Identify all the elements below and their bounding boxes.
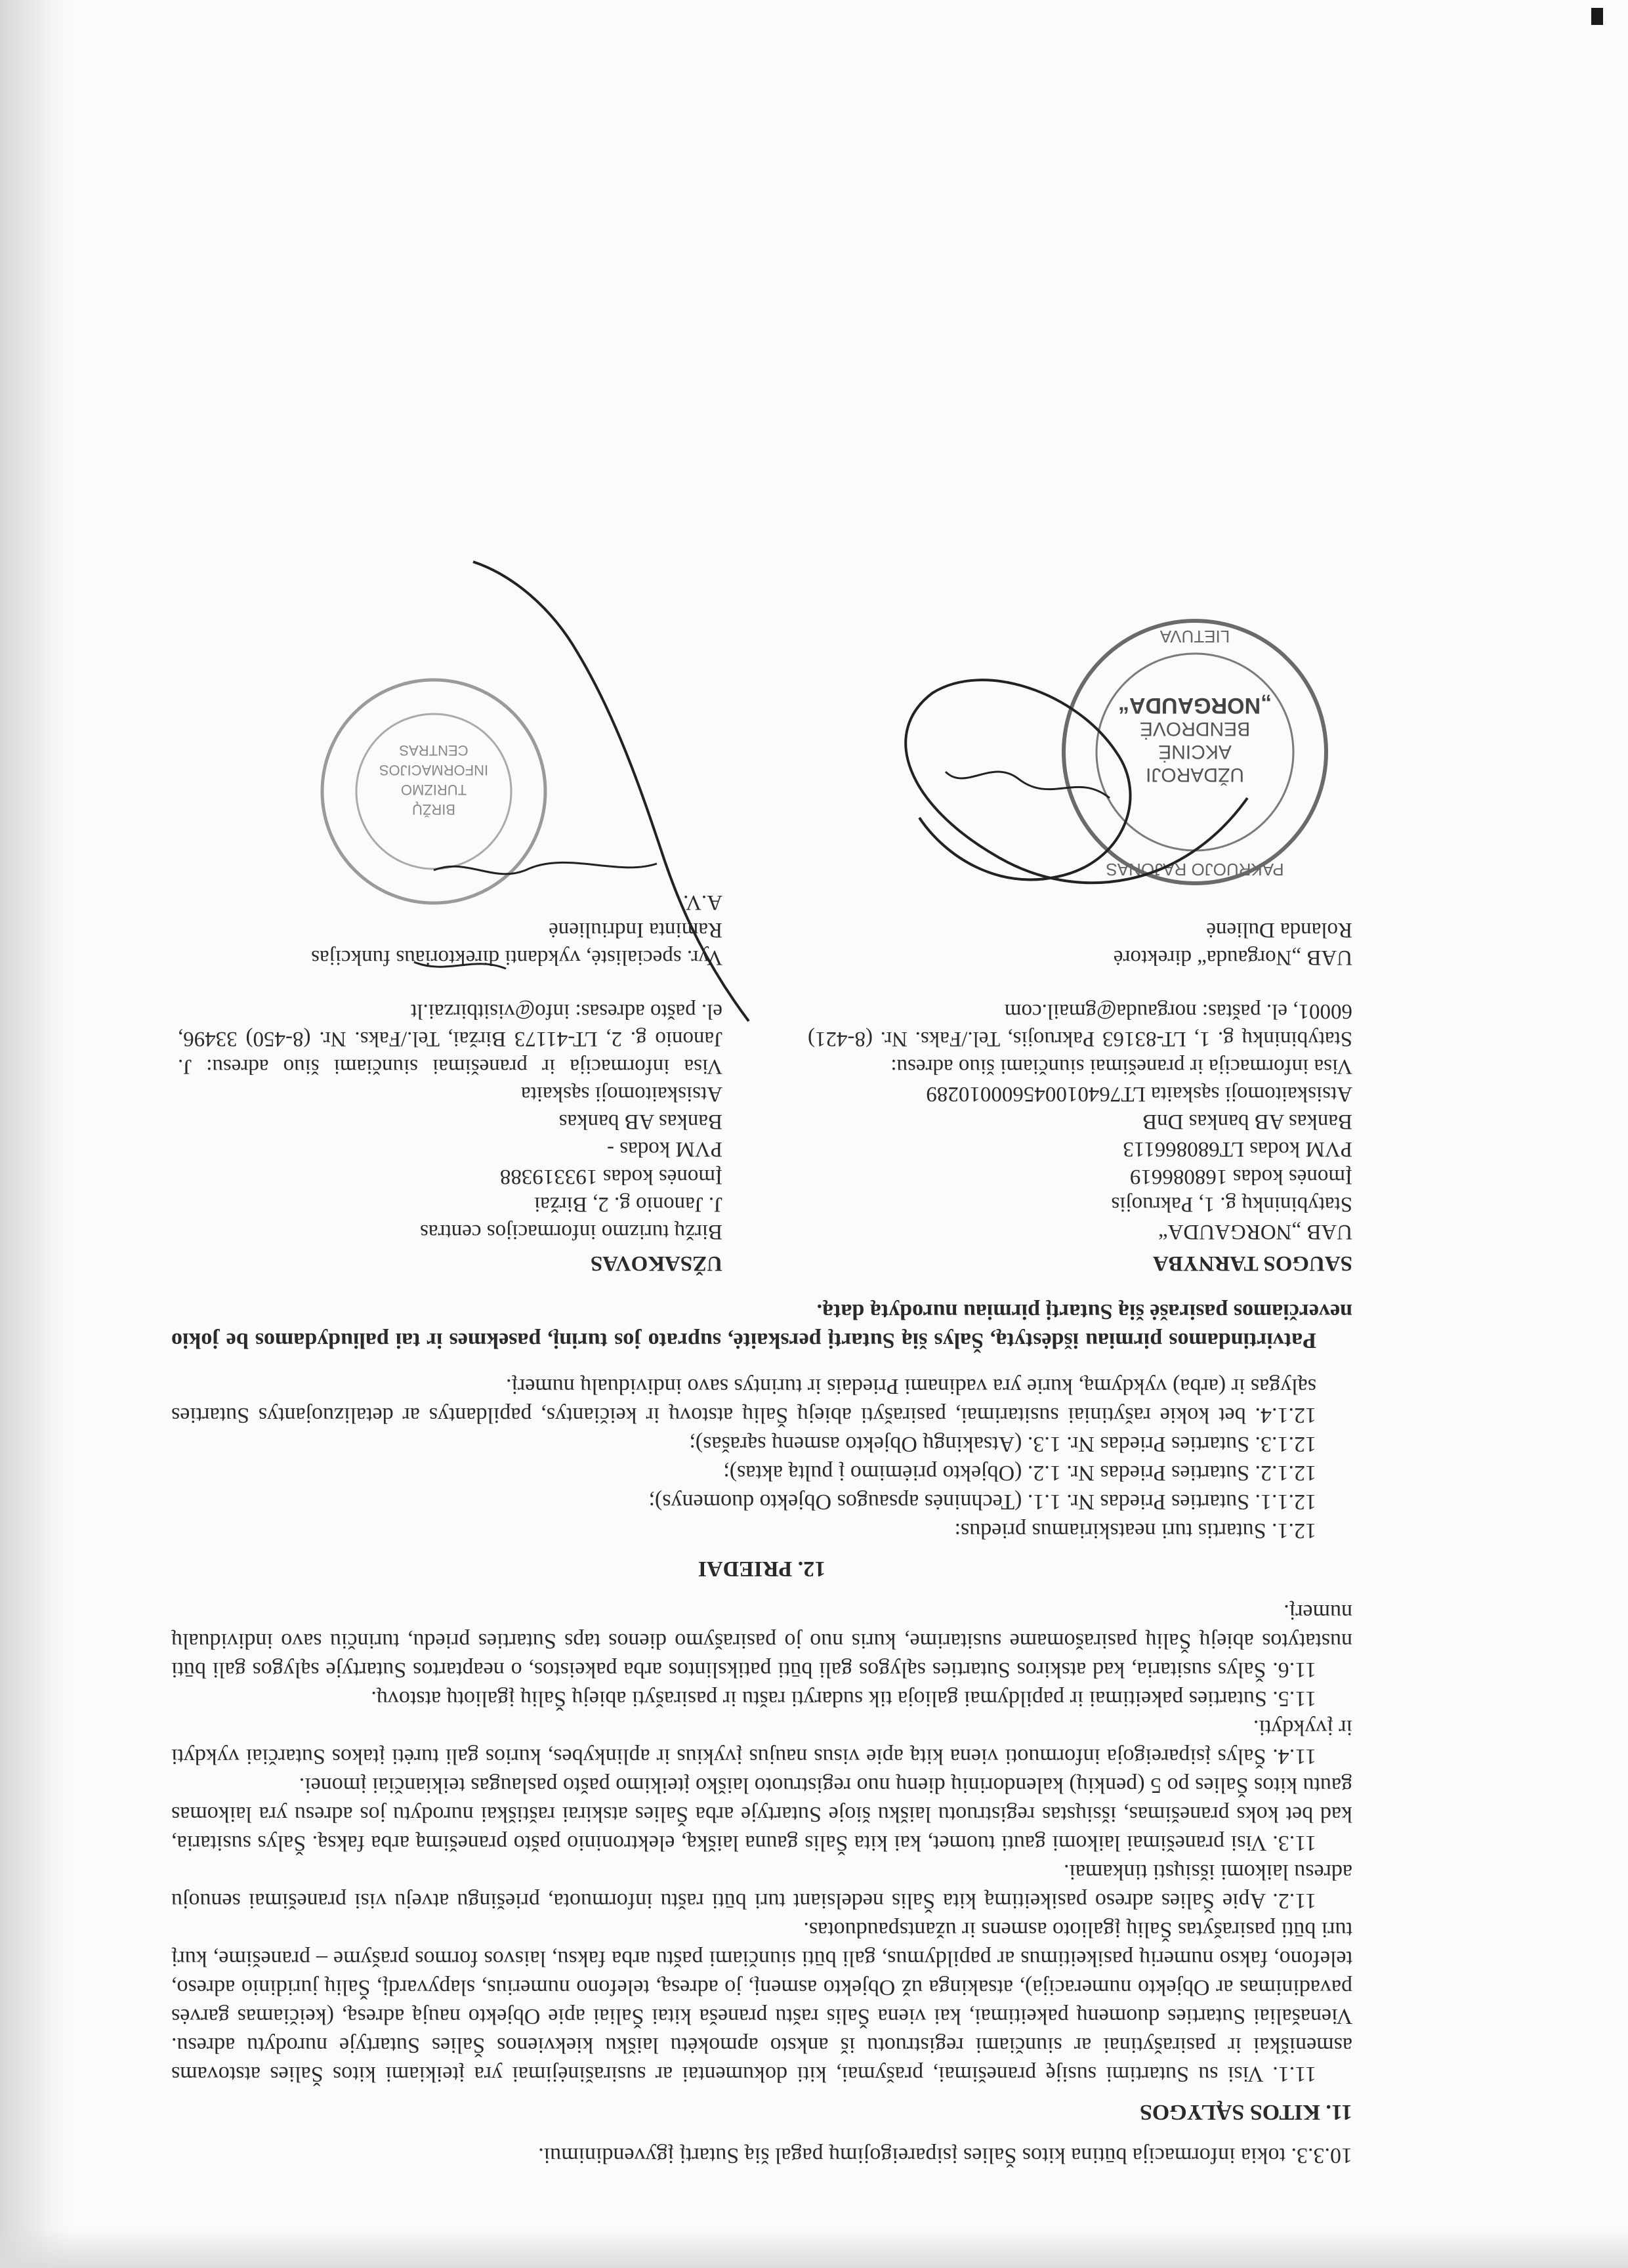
clause-12-1-4: 12.1.4. bet kokie rašytiniai susitarimai, pasirašyti abiejų Šalių atstovų ir keičiantys, papildantys ar detalizuojantys Sutarties sąlygas ir (arba) vykdymą, kurie yra vadinami Priedais ir turintys savo individualų numerį.: [171, 1374, 1316, 1427]
section-11-heading: 11. KITOS SĄLYGOS: [1139, 2100, 1352, 2124]
svg-text:UŽDAROJI: UŽDAROJI: [1146, 764, 1244, 786]
svg-text:BIRŽŲ: BIRŽŲ: [412, 801, 455, 818]
clause-12-1: 12.1. Sutartis turi neatskiriamus priedus:: [954, 1519, 1316, 1543]
left-party-line: UAB „NORGAUDA“: [1158, 1220, 1352, 1244]
left-party-line: Bankas AB bankas DnB: [1142, 1110, 1352, 1133]
svg-text:PAKRUOJO RAJONAS: PAKRUOJO RAJONAS: [1106, 860, 1284, 879]
left-party-line: PVM kodas LT680866113: [1123, 1137, 1352, 1161]
right-party-line: PVM kodas -: [606, 1137, 722, 1161]
left-party-line: Atsiskaitomoji sąskaita LT764010045600010289: [926, 1082, 1352, 1106]
left-party: [808, 916, 1352, 1277]
svg-text:AKCINĖ: AKCINĖ: [1158, 741, 1232, 763]
clause-10-3-3: 10.3.3. tokia informacija būtina kitos Šalies įsipareigojimų pagal šią Sutartį įgyvendinimui.: [538, 2143, 1352, 2168]
right-signatory-name: Ramintа Indriulienė: [549, 918, 722, 942]
svg-text:TURIZMO: TURIZMO: [400, 782, 467, 798]
clause-11-6: 11.6. Šalys susitaria, kad atskiros Sutarties sąlygos gali būti patikslintos arba pakeistos, o neaptartos Sutartyje sąlygos gali būti nustatytos abiejų Šalių pasirašomame susitarime, kuris nuo jo pasirašymo dienos taps Sutarties priedu, turinčiu savo individualų numerį.: [171, 1600, 1352, 1682]
right-party-line: Visa informacija ir pranešimai siunčiami šiuo adresu: J. Janonio g. 2, LT-41173 Biržai, Tel./Faks. Nr. (8-450) 33496, el. pašto adresas: info@visitbirzai.lt: [178, 999, 722, 1078]
section-12-heading: 12. PRIEDAI: [698, 1557, 826, 1581]
svg-text:„NORGAUDA“: „NORGAUDA“: [1117, 693, 1272, 718]
clause-12-1-3: 12.1.3. Sutarties Priedas Nr. 1.3. (Atsakingų Objekto asmenų sąrašas);: [689, 1432, 1316, 1456]
confirmation-statement: Patvirtindamos pirmiau išdėstytą, Šalys šią Sutartį perskaitė, suprato jos turinį, pasekmes ir tai paliudydamos be jokio neverčiamos pasirašė šią Sutartį pirmiau nurodytą datą.: [171, 1299, 1352, 1353]
right-signatory-position: Vyr. specialistė, vykdanti direktoriaus funkcijas: [311, 946, 722, 969]
left-party-line: Visa informacija ir pranešimai siunčiami šiuo adresu:: [890, 1055, 1352, 1078]
right-party-line: Biržų turizmo informacijos centras: [420, 1220, 722, 1244]
svg-text:CENTRAS: CENTRAS: [399, 742, 469, 759]
left-party-line: Statybininkų g. 1, Pakruojis: [1111, 1192, 1352, 1216]
right-party-line: Bankas AB bankas: [558, 1110, 722, 1133]
document-body: [171, 522, 1352, 2170]
left-signatory-name: Rolanda Dulienė: [1206, 918, 1352, 942]
director-signature-icon: [854, 627, 1274, 969]
left-party-line: Statybininkų g. 1, LT-83163 Pakruojis, Tel./Faks. Nr. (8-421) 60001, el. paštas: norgauda@gmail.com: [808, 999, 1352, 1051]
left-signatory-title: UAB „Norgauda“ direktorė: [1113, 946, 1352, 969]
right-party-line: J. Janonio g. 2, Biržai: [534, 1192, 722, 1216]
clause-12-1-2: 12.1.2. Sutarties Priedas Nr. 1.2. (Objekto priėmimo į pultą aktas);: [723, 1461, 1316, 1485]
right-party-line: Įmonės kodas 193319388: [499, 1165, 722, 1188]
right-stamp-mark: A.V.: [683, 891, 722, 914]
clause-12-1-1: 12.1.1. Sutarties Priedas Nr. 1.1. (Techninės apsaugos Objekto duomenys);: [648, 1490, 1316, 1514]
left-party-title: SAUGOS TARNYBA: [1152, 1251, 1352, 1275]
clause-11-3: 11.3. Visi pranešimai laikomi gauti tuomet, kai kita Šalis gauna laišką, elektroninio pašto pranešimą arba faksą. Šalys susitaria, kad bet koks pranešimas, išsiųstas registruotu laišku šioje Sutartyje arba Šalies atskirai raštiškai nurodytu jos adresu yra laikomas gautu kitos Šalies po 5 (penkių) kalendorinių dienų nuo registruoto laiško įteikimo pašto paslaugas teikiančiai įmonei.: [171, 1773, 1352, 1855]
specialist-signature-icon: [355, 549, 814, 1047]
signature-block: [171, 522, 1352, 1277]
right-party-title: UŽSAKOVAS: [590, 1251, 722, 1275]
svg-text:LIETUVA: LIETUVA: [1159, 627, 1230, 646]
svg-text:BENDROVĖ: BENDROVĖ: [1139, 718, 1251, 740]
clause-11-2: 11.2. Apie Šalies adreso pasikeitimą kita Šalis nedelsiant turi būti raštu informuota, priešingu atveju visi pranešimai senuoju adresu laikomi išsiųsti tinkamai.: [171, 1860, 1352, 1913]
clause-11-1: 11.1. Visi su Sutartimi susiję pranešimai, prašymai, kiti dokumentai ar susirašinėjimai yra įteikiami kitos Šalies atstovams asmeniškai ir pasirašytinai ar siunčiami registruotu iš anksto apmokėtu laišku kiekvienos Šalies Sutartyje nurodytu adresu. Vienašaliai Sutarties duomenų pakeitimai, kai viena Šalis raštu praneša kitai Šaliai apie Objekto naują adresą, (keičiamas garvės pavadinimas ar Objekto numeracija), atsakinga už Objekto asmenį, jo adresą, telefono numerius, slapyvardį, Šalių juridinio adreso, telefono, fakso numerių pasikeitimus ar papildymus, gali būti siunčiami paštu arba faksu, laisvos formos prašyme – pranešime, kurį turi būti pasirašytas Šalių įgalioto asmens ir užantspauduotas.: [171, 1918, 1352, 2086]
right-party-line: Atsiskaitomoji sąskaita: [520, 1082, 722, 1106]
clause-11-5: 11.5. Sutarties pakeitimai ir papildymai galioja tik sudaryti raštu ir pasirašyti abiejų Šalių įgaliotų atstovų.: [371, 1687, 1316, 1711]
clause-11-4: 11.4. Šalys įsipareigoja informuoti viena kitą apie visus naujus įvykius ir aplinkybes, kurios gali turėti įtakos Sutarčiai vykdyti ir įvykdyti.: [171, 1715, 1352, 1769]
svg-text:INFORMACIJOS: INFORMACIJOS: [379, 762, 489, 778]
left-party-line: Įmonės kodas 168086619: [1129, 1165, 1352, 1188]
